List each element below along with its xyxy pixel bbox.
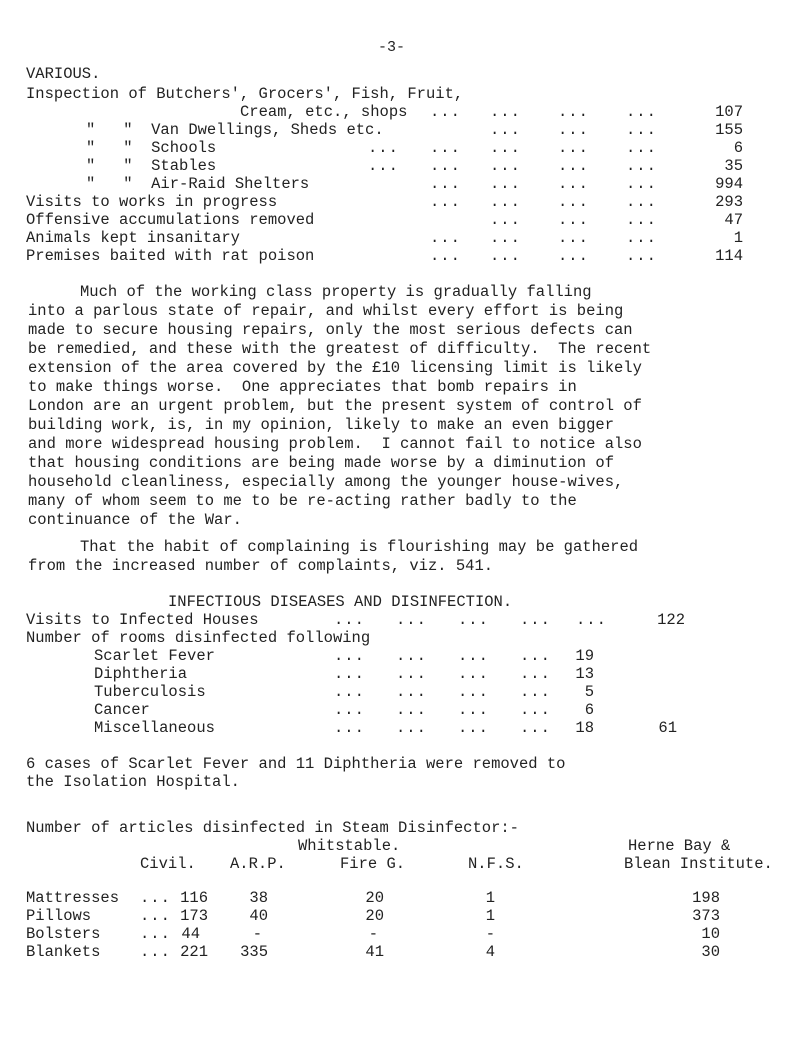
- paragraph-line: That the habit of complaining is flourishing may be gathered: [80, 538, 639, 556]
- leader-dots: ...: [626, 121, 657, 139]
- disease-value: 19: [575, 647, 594, 665]
- disease-value: 13: [575, 665, 594, 683]
- leader-dots: ...: [520, 719, 551, 737]
- leader-dots: ...: [396, 665, 427, 683]
- various-row-label: Animals kept insanitary: [26, 229, 240, 247]
- paragraph-line: London are an urgent problem, but the present system of control of: [28, 397, 642, 415]
- leader-dots: ...: [490, 175, 521, 193]
- various-row-label: Premises baited with rat poison: [26, 247, 315, 265]
- leader-dots: ...: [626, 229, 657, 247]
- leader-dots: ...: [626, 103, 657, 121]
- article-value: 198: [692, 889, 720, 907]
- leader-dots: ...: [558, 193, 589, 211]
- paragraph-line: Much of the working class property is gradually falling: [80, 283, 592, 301]
- leader-dots: ...: [334, 719, 365, 737]
- various-row-value: 155: [715, 121, 743, 139]
- various-row-value: 994: [715, 175, 743, 193]
- complaints-paragraph: [28, 538, 788, 576]
- leader-dots: ...: [430, 247, 461, 265]
- paragraph-line: household cleanliness, especially among the younger house-wives,: [28, 473, 624, 491]
- various-row-label: Offensive accumulations removed: [26, 211, 315, 229]
- various-row-value: 47: [724, 211, 743, 229]
- leader-dots: ...: [458, 611, 489, 629]
- leader-dots: ...: [626, 211, 657, 229]
- leader-dots: ...: [430, 175, 461, 193]
- various-row-label: Cream, etc., shops: [240, 103, 408, 121]
- column-header: Blean Institute.: [624, 855, 773, 873]
- leader-dots: ...: [490, 193, 521, 211]
- paragraph-line: from the increased number of complaints, viz. 541.: [28, 557, 494, 575]
- paragraph-line: to make things worse. One appreciates that bomb repairs in: [28, 378, 577, 396]
- article-value: 173: [180, 907, 208, 925]
- paragraph-line: building work, is, in my opinion, likely to make an even bigger: [28, 416, 614, 434]
- disease-value: 18: [575, 719, 594, 737]
- leader-dots: ...: [396, 719, 427, 737]
- article-value: -: [252, 925, 262, 943]
- leader-dots: ...: [430, 229, 461, 247]
- paragraph-line: made to secure housing repairs, only the most serious defects can: [28, 321, 633, 339]
- leader-dots: ...: [626, 247, 657, 265]
- leader-dots: ...: [626, 193, 657, 211]
- leader-dots: ...: [458, 647, 489, 665]
- leader-dots: ...: [334, 647, 365, 665]
- section-heading-various: VARIOUS.: [26, 65, 101, 83]
- various-row-value: 35: [724, 157, 743, 175]
- page-number: -3-: [378, 39, 406, 56]
- leader-dots: ...: [368, 139, 399, 157]
- leader-dots: ...: [558, 139, 589, 157]
- leader-dots: ...: [520, 701, 551, 719]
- leader-dots: ...: [490, 247, 521, 265]
- leader-dots: ...: [458, 683, 489, 701]
- column-header: Fire G.: [340, 855, 406, 873]
- various-row-label: Inspection of Butchers', Grocers', Fish, Fruit,: [26, 85, 464, 103]
- housing-paragraph: [28, 283, 788, 530]
- leader-dots: ...: [558, 175, 589, 193]
- article-label: Bolsters: [26, 925, 101, 943]
- leader-dots: ...: [396, 683, 427, 701]
- paragraph-line: and more widespread housing problem. I cannot fail to notice also: [28, 435, 642, 453]
- leader-dots: ...: [430, 139, 461, 157]
- article-value: 44: [181, 925, 200, 943]
- disease-label: Scarlet Fever: [94, 647, 215, 665]
- leader-dots: ...: [490, 211, 521, 229]
- article-value: 10: [701, 925, 720, 943]
- article-value: 41: [365, 943, 384, 961]
- isolation-note-line: the Isolation Hospital.: [26, 773, 240, 791]
- disease-label: Miscellaneous: [94, 719, 215, 737]
- paragraph-line: that housing conditions are being made worse by a diminution of: [28, 454, 614, 472]
- article-value: 20: [365, 907, 384, 925]
- leader-dots: ...: [430, 193, 461, 211]
- various-row-label: " " Stables: [86, 157, 217, 175]
- various-row-label: " " Schools: [86, 139, 217, 157]
- article-value: 116: [180, 889, 208, 907]
- leader-dots: ...: [458, 719, 489, 737]
- leader-dots: ...: [490, 139, 521, 157]
- leader-dots: ...: [458, 701, 489, 719]
- leader-dots: ...: [334, 665, 365, 683]
- leader-dots: ...: [396, 701, 427, 719]
- article-value: 221: [180, 943, 208, 961]
- leader-dots: ...: [558, 103, 589, 121]
- leader-dots: ...: [140, 907, 171, 925]
- leader-dots: ...: [396, 611, 427, 629]
- leader-dots: ...: [520, 611, 551, 629]
- column-header: N.F.S.: [468, 855, 524, 873]
- various-row-value: 114: [715, 247, 743, 265]
- leader-dots: ...: [520, 665, 551, 683]
- leader-dots: ...: [334, 683, 365, 701]
- paragraph-line: continuance of the War.: [28, 511, 242, 529]
- leader-dots: ...: [140, 943, 171, 961]
- leader-dots: ...: [368, 157, 399, 175]
- article-value: 4: [485, 943, 495, 961]
- section-heading-infectious: INFECTIOUS DISEASES AND DISINFECTION.: [168, 593, 513, 611]
- leader-dots: ...: [626, 157, 657, 175]
- paragraph-line: into a parlous state of repair, and whilst every effort is being: [28, 302, 624, 320]
- disease-label: Diphtheria: [94, 665, 188, 683]
- leader-dots: ...: [430, 103, 461, 121]
- herne-bay-label: Herne Bay &: [628, 837, 731, 855]
- article-value: 30: [701, 943, 720, 961]
- article-value: 40: [249, 907, 268, 925]
- disease-label: Cancer: [94, 701, 150, 719]
- leader-dots: ...: [490, 121, 521, 139]
- leader-dots: ...: [430, 157, 461, 175]
- disease-label: Tuberculosis: [94, 683, 206, 701]
- leader-dots: ...: [458, 665, 489, 683]
- paragraph-line: be remedied, and these with the greatest of difficulty. The recent: [28, 340, 652, 358]
- article-value: -: [485, 925, 495, 943]
- leader-dots: ...: [558, 121, 589, 139]
- various-row-label: Visits to works in progress: [26, 193, 278, 211]
- isolation-note-line: 6 cases of Scarlet Fever and 11 Diphtheria were removed to: [26, 755, 566, 773]
- leader-dots: ...: [558, 247, 589, 265]
- various-row-label: " " Van Dwellings, Sheds etc.: [86, 121, 384, 139]
- disease-value: 6: [584, 701, 594, 719]
- leader-dots: ...: [490, 103, 521, 121]
- leader-dots: ...: [558, 229, 589, 247]
- various-row-value: 6: [733, 139, 743, 157]
- various-row-value: 293: [715, 193, 743, 211]
- leader-dots: ...: [490, 229, 521, 247]
- column-header: A.R.P.: [230, 855, 286, 873]
- leader-dots: ...: [334, 611, 365, 629]
- leader-dots: ...: [626, 175, 657, 193]
- leader-dots: ...: [396, 647, 427, 665]
- article-value: 20: [365, 889, 384, 907]
- article-value: -: [368, 925, 378, 943]
- article-label: Mattresses: [26, 889, 120, 907]
- whitstable-label: Whitstable.: [298, 837, 401, 855]
- rooms-total: 61: [658, 719, 677, 737]
- leader-dots: ...: [334, 701, 365, 719]
- leader-dots: ...: [140, 889, 171, 907]
- visits-label: Visits to Infected Houses: [26, 611, 259, 629]
- article-label: Blankets: [26, 943, 101, 961]
- article-value: 1: [485, 907, 495, 925]
- leader-dots: ...: [576, 611, 607, 629]
- various-row-value: 1: [733, 229, 743, 247]
- article-value: 335: [240, 943, 268, 961]
- paragraph-line: many of whom seem to me to be re-acting rather badly to the: [28, 492, 577, 510]
- leader-dots: ...: [626, 139, 657, 157]
- leader-dots: ...: [558, 211, 589, 229]
- various-row-value: 107: [715, 103, 743, 121]
- disease-value: 5: [584, 683, 594, 701]
- steam-intro: Number of articles disinfected in Steam Disinfector:-: [26, 819, 519, 837]
- article-label: Pillows: [26, 907, 92, 925]
- paragraph-line: extension of the area covered by the £10 licensing limit is likely: [28, 359, 642, 377]
- leader-dots: ...: [140, 925, 171, 943]
- various-row-label: " " Air-Raid Shelters: [86, 175, 310, 193]
- leader-dots: ...: [520, 683, 551, 701]
- leader-dots: ...: [558, 157, 589, 175]
- article-value: 38: [249, 889, 268, 907]
- column-header: Civil.: [140, 855, 196, 873]
- visits-value: 122: [657, 611, 685, 629]
- leader-dots: ...: [520, 647, 551, 665]
- article-value: 1: [485, 889, 495, 907]
- article-value: 373: [692, 907, 720, 925]
- rooms-label: Number of rooms disinfected following: [26, 629, 371, 647]
- leader-dots: ...: [490, 157, 521, 175]
